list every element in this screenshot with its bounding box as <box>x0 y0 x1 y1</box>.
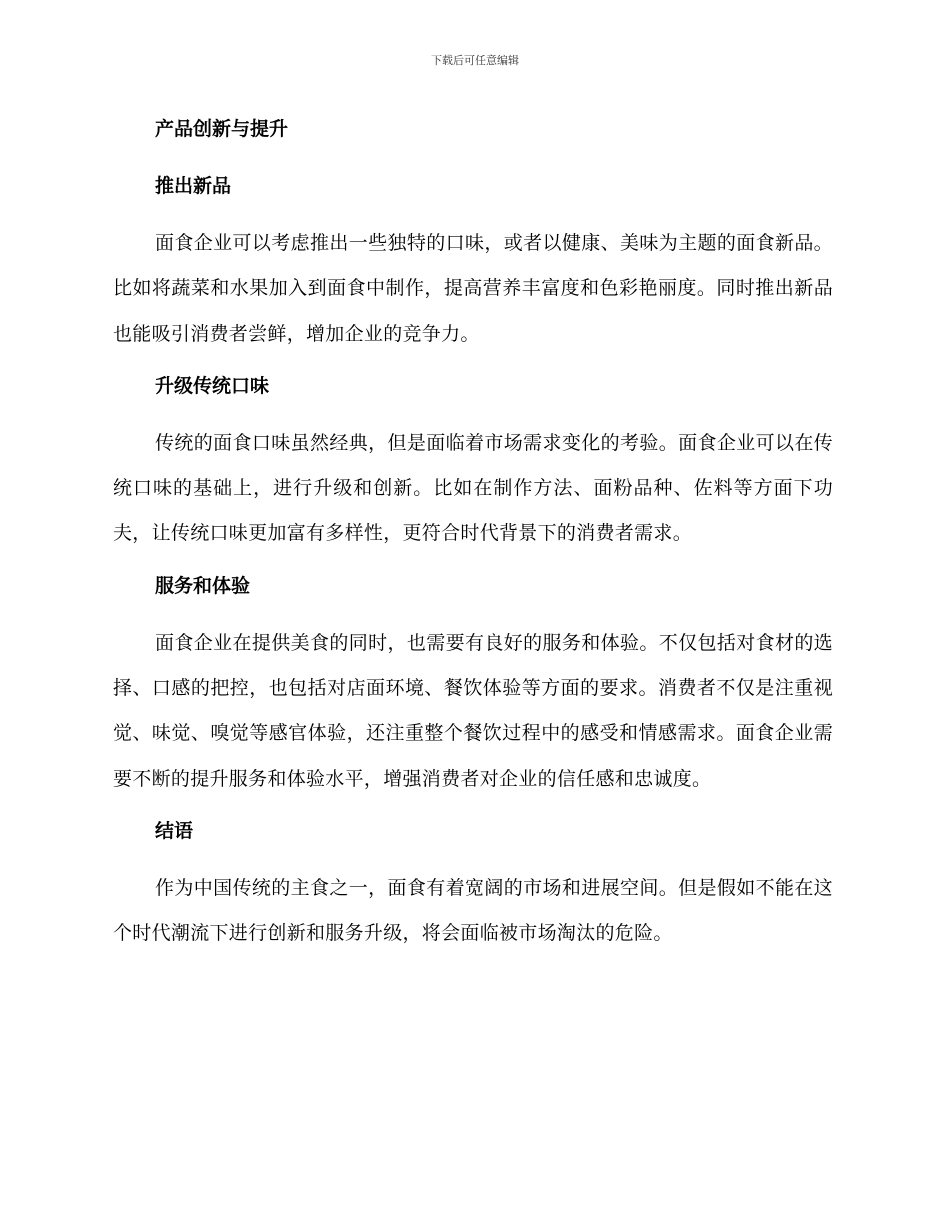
section-heading-conclusion: 结语 <box>155 819 194 842</box>
document-body <box>113 112 833 969</box>
section-heading-product-innovation: 产品创新与提升 <box>155 118 289 140</box>
paragraph-conclusion: 作为中国传统的主食之一，面食有着宽阔的市场和进展空间。但是假如不能在这个时代潮流下进行创新和服务升级，将会面临被市场淘汰的危险。 <box>113 876 833 945</box>
section-heading-upgrade-flavors: 升级传统口味 <box>155 374 270 397</box>
paragraph-new-products: 面食企业可以考虑推出一些独特的口味，或者以健康、美味为主题的面食新品。比如将蔬菜和水果加入到面食中制作，提高营养丰富度和色彩艳丽度。同时推出新品也能吸引消费者尝鲜，增加企业的竞争力。 <box>113 232 833 345</box>
section-heading-service-experience: 服务和体验 <box>155 574 251 597</box>
page-header: 下载后可任意编辑 <box>431 54 519 67</box>
paragraph-service-experience: 面食企业在提供美食的同时，也需要有良好的服务和体验。不仅包括对食材的选择、口感的把控，也包括对店面环境、餐饮体验等方面的要求。消费者不仅是注重视觉、味觉、嗅觉等感官体验，还注重整个餐饮过程中的感受和情感需求。面食企业需要不断的提升服务和体验水平，增强消费者对企业的信任感和忠诚度。 <box>113 631 833 790</box>
section-heading-new-products: 推出新品 <box>155 175 232 197</box>
paragraph-upgrade-flavors: 传统的面食口味虽然经典，但是面临着市场需求变化的考验。面食企业可以在传统口味的基础上，进行升级和创新。比如在制作方法、面粉品种、佐料等方面下功夫，让传统口味更加富有多样性，更符合时代背景下的消费者需求。 <box>113 431 833 545</box>
